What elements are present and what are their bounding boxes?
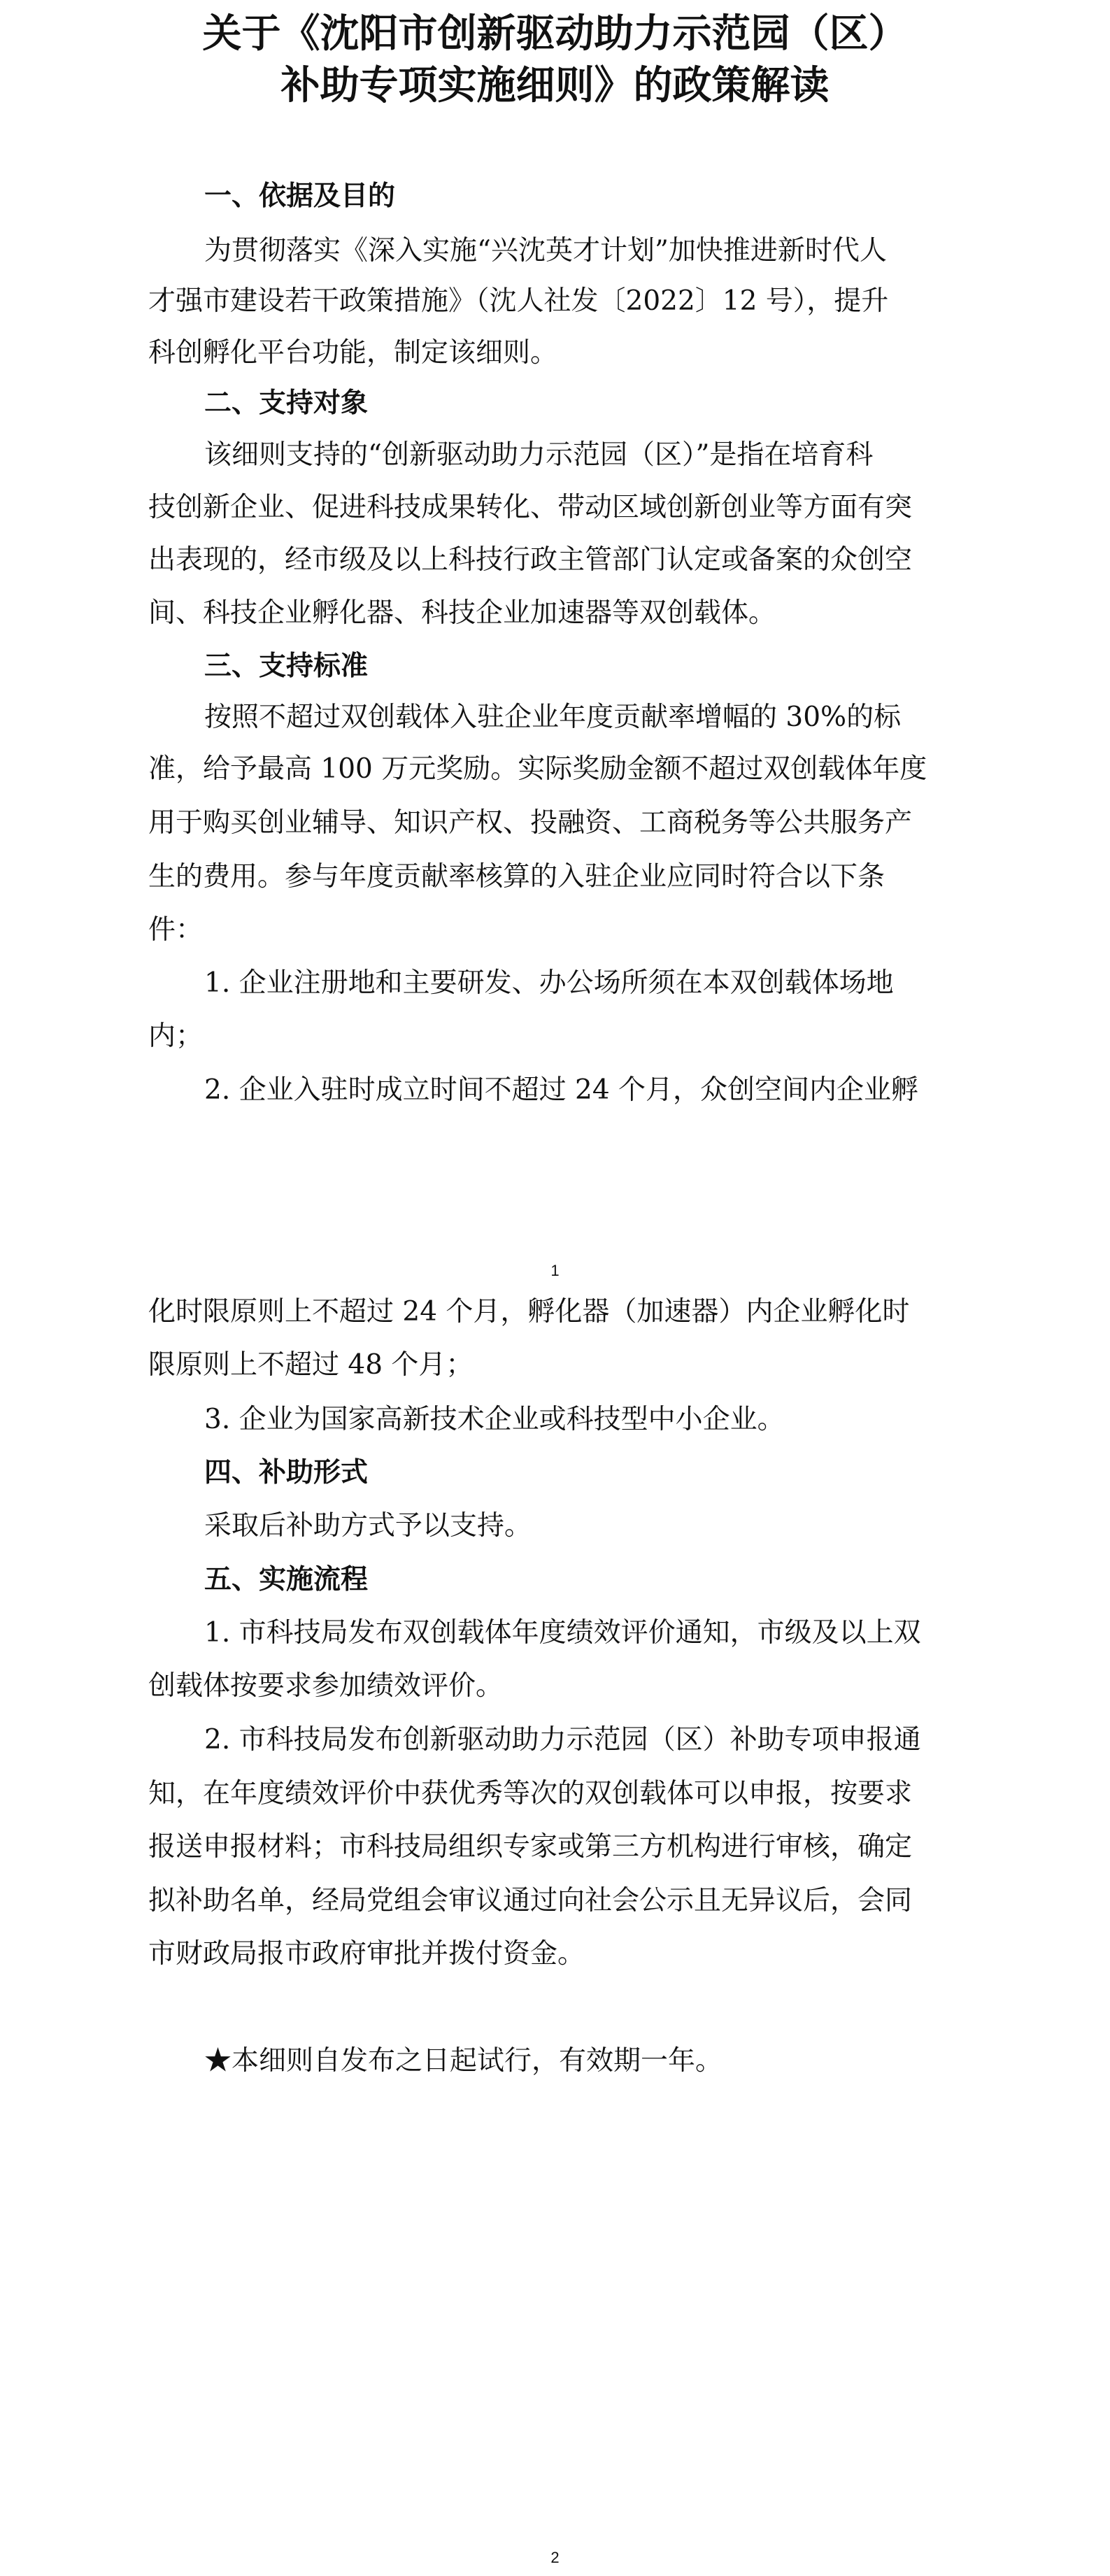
section-heading-implementation-process: 五、实施流程 bbox=[204, 1563, 369, 1595]
paragraph-line: 2. 市科技局发布创新驱动助力示范园（区）补助专项申报通 bbox=[204, 1724, 921, 1756]
document-title-line-2: 补助专项实施细则》的政策解读 bbox=[280, 62, 830, 108]
paragraph-line: 内； bbox=[148, 1020, 204, 1052]
paragraph-line: 1. 企业注册地和主要研发、办公场所须在本双创载体场地 bbox=[204, 967, 894, 999]
document-title-line-1: 关于《沈阳市创新驱动助力示范园（区） bbox=[202, 10, 908, 57]
paragraph-line: 该细则支持的“创新驱动助力示范园（区）”是指在培育科 bbox=[204, 439, 874, 471]
page-number: 1 bbox=[550, 1262, 560, 1279]
section-heading-support-target: 二、支持对象 bbox=[204, 387, 369, 419]
paragraph-line: 件： bbox=[148, 914, 204, 946]
paragraph-line: 拟补助名单，经局党组会审议通过向社会公示且无异议后，会同 bbox=[148, 1885, 913, 1916]
paragraph-line: 按照不超过双创载体入驻企业年度贡献率增幅的 30%的标 bbox=[204, 702, 902, 733]
paragraph-line: 才强市建设若干政策措施》（沈人社发〔2022〕12 号），提升 bbox=[148, 285, 889, 317]
paragraph-line: 准，给予最高 100 万元奖励。实际奖励金额不超过双创载体年度 bbox=[148, 753, 927, 785]
paragraph-line: 技创新企业、促进科技成果转化、带动区域创新创业等方面有突 bbox=[148, 492, 913, 523]
paragraph-line: 出表现的，经市级及以上科技行政主管部门认定或备案的众创空 bbox=[148, 544, 913, 576]
paragraph-line: 报送申报材料；市科技局组织专家或第三方机构进行审核，确定 bbox=[148, 1831, 913, 1863]
paragraph-line: 间、科技企业孵化器、科技企业加速器等双创载体。 bbox=[148, 597, 776, 629]
section-heading-subsidy-form: 四、补助形式 bbox=[204, 1456, 369, 1488]
paragraph-line: 化时限原则上不超过 24 个月，孵化器（加速器）内企业孵化时 bbox=[148, 1296, 910, 1328]
paragraph-line: 2. 企业入驻时成立时间不超过 24 个月，众创空间内企业孵 bbox=[204, 1074, 919, 1106]
paragraph-line: 市财政局报市政府审批并拨付资金。 bbox=[148, 1938, 585, 1970]
validity-note: ★本细则自发布之日起试行，有效期一年。 bbox=[204, 2045, 723, 2077]
paragraph-line: 3. 企业为国家高新技术企业或科技型中小企业。 bbox=[204, 1404, 785, 1435]
paragraph-line: 创载体按要求参加绩效评价。 bbox=[148, 1670, 504, 1702]
paragraph-line: 采取后补助方式予以支持。 bbox=[204, 1510, 532, 1542]
paragraph-line: 为贯彻落实《深入实施“兴沈英才计划”加快推进新时代人 bbox=[204, 235, 887, 266]
paragraph-line: 生的费用。参与年度贡献率核算的入驻企业应同时符合以下条 bbox=[148, 861, 885, 892]
paragraph-line: 知，在年度绩效评价中获优秀等次的双创载体可以申报，按要求 bbox=[148, 1778, 913, 1809]
paragraph-line: 科创孵化平台功能，制定该细则。 bbox=[148, 337, 558, 369]
paragraph-line: 1. 市科技局发布双创载体年度绩效评价通知，市级及以上双 bbox=[204, 1617, 921, 1649]
paragraph-line: 用于购买创业辅导、知识产权、投融资、工商税务等公共服务产 bbox=[148, 807, 913, 839]
paragraph-line: 限原则上不超过 48 个月； bbox=[148, 1349, 474, 1381]
section-heading-support-standard: 三、支持标准 bbox=[204, 650, 369, 682]
page-number: 2 bbox=[550, 2549, 560, 2566]
section-heading-basis-and-purpose: 一、依据及目的 bbox=[204, 180, 396, 212]
